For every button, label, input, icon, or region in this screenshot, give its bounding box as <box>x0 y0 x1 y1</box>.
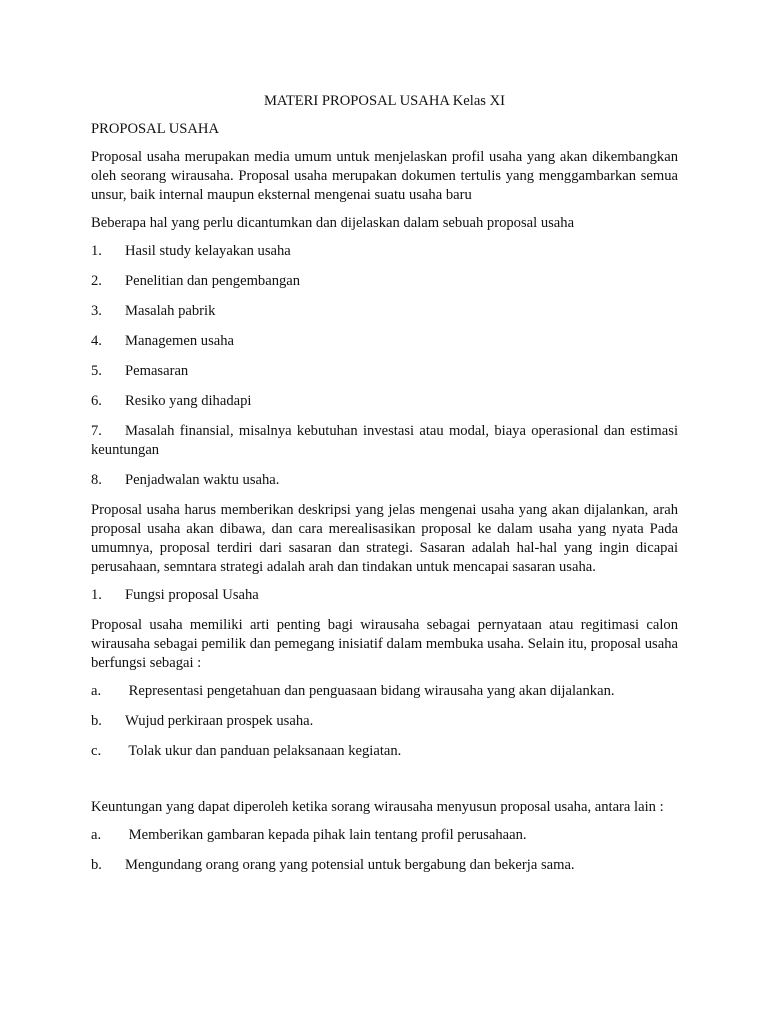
function-item-letter: c. <box>91 743 102 759</box>
function-item-letter: b. <box>91 713 102 729</box>
list-item <box>91 392 678 411</box>
list-item-number: 8. <box>91 472 102 488</box>
list-item-number: 1. <box>91 243 102 259</box>
document-title: MATERI PROPOSAL USAHA Kelas XI <box>263 93 506 109</box>
list-item <box>91 362 678 381</box>
function-item <box>91 682 678 701</box>
benefit-item-text: Mengundang orang orang yang potensial untuk bergabung dan bekerja sama. <box>125 857 575 873</box>
function-paragraph: Proposal usaha memiliki arti penting bagi wirausaha sebagai pernyataan atau regitimasi calon wirausaha sebagai pemilik dan pemegang inisiatif dalam membuka usaha. Selain itu, proposal usaha berfungsi sebagai : <box>91 617 678 671</box>
spacer <box>91 772 678 798</box>
list-item <box>91 302 678 321</box>
function-item-letter: a. <box>91 683 102 699</box>
subsection-heading <box>91 586 678 605</box>
list-item <box>91 242 678 261</box>
list-intro-paragraph: Beberapa hal yang perlu dicantumkan dan dijelaskan dalam sebuah proposal usaha <box>91 215 575 231</box>
list-item-text: Resiko yang dihadapi <box>125 393 252 409</box>
list-item-text: Masalah finansial, misalnya kebutuhan investasi atau modal, biaya operasional dan estimasi keuntungan <box>91 423 678 458</box>
document-page <box>91 92 678 886</box>
benefit-item <box>91 826 678 845</box>
benefits-paragraph: Keuntungan yang dapat diperoleh ketika sorang wirausaha menyusun proposal usaha, antara lain : <box>91 799 664 815</box>
list-item-number: 7. <box>91 423 102 439</box>
list-item-text: Penelitian dan pengembangan <box>125 273 301 289</box>
list-item <box>91 422 678 460</box>
function-item-text: Tolak ukur dan panduan pelaksanaan kegiatan. <box>125 743 402 759</box>
list-item-text: Penjadwalan waktu usaha. <box>125 472 280 488</box>
list-item-number: 6. <box>91 393 102 409</box>
list-item <box>91 332 678 351</box>
section-heading: PROPOSAL USAHA <box>91 121 219 137</box>
list-item-text: Masalah pabrik <box>125 303 216 319</box>
function-item-text: Wujud perkiraan prospek usaha. <box>125 713 314 729</box>
subsection-number: 1. <box>91 587 102 603</box>
list-item <box>91 471 678 490</box>
benefit-item <box>91 856 678 875</box>
list-item-number: 2. <box>91 273 102 289</box>
list-item-text: Managemen usaha <box>125 333 235 349</box>
benefit-item-letter: a. <box>91 827 102 843</box>
benefit-item-text: Memberikan gambaran kepada pihak lain tentang profil perusahaan. <box>125 827 527 843</box>
list-item <box>91 272 678 291</box>
function-item <box>91 712 678 731</box>
list-item-number: 4. <box>91 333 102 349</box>
intro-paragraph: Proposal usaha merupakan media umum untuk menjelaskan profil usaha yang akan dikembangkan oleh seorang wirausaha. Proposal usaha merupakan dokumen tertulis yang menggambarkan semua unsur, baik internal maupun eksternal mengenai suatu usaha baru <box>91 149 678 203</box>
function-item <box>91 742 678 761</box>
list-item-text: Pemasaran <box>125 363 189 379</box>
list-item-number: 3. <box>91 303 102 319</box>
subsection-title: Fungsi proposal Usaha <box>125 587 259 603</box>
benefit-item-letter: b. <box>91 857 102 873</box>
function-item-text: Representasi pengetahuan dan penguasaan bidang wirausaha yang akan dijalankan. <box>125 683 615 699</box>
description-paragraph: Proposal usaha harus memberikan deskripsi yang jelas mengenai usaha yang akan dijalankan, arah proposal usaha akan dibawa, dan cara merealisasikan proposal ke dalam usaha yang nyata Pada umumnya, proposal terdiri dari sasaran dan strategi. Sasaran adalah hal-hal yang ingin dicapai perusahaan, semntara strategi adalah arah dan tindakan untuk mencapai sasaran usaha. <box>91 502 678 575</box>
list-item-text: Hasil study kelayakan usaha <box>125 243 291 259</box>
list-item-number: 5. <box>91 363 102 379</box>
